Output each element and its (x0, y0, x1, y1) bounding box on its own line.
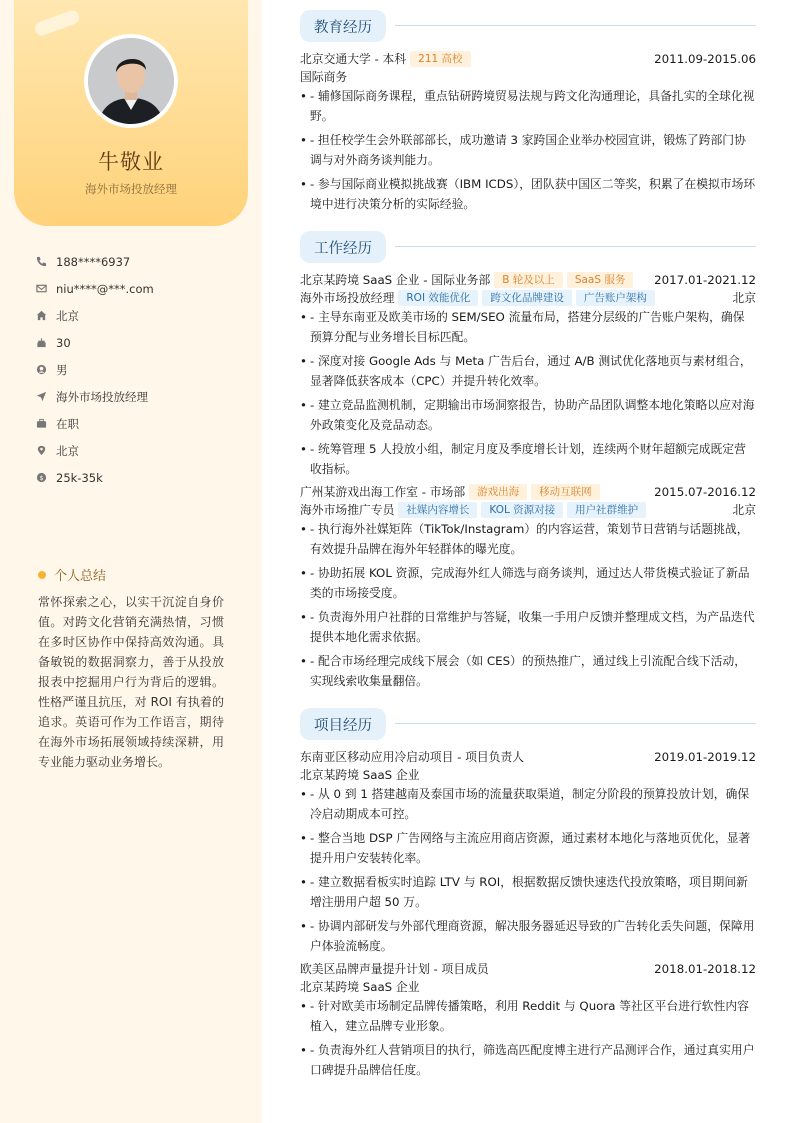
section-divider (395, 25, 756, 26)
candidate-title: 海外市场投放经理 (85, 182, 177, 196)
project-org: 北京某跨境 SaaS 企业 (300, 768, 420, 782)
education-bullet: • - 担任校学生会外联部部长，成功邀请 3 家跨国企业举办校园宣讲，锻炼了跨部门协调与对外商务谈判能力。 (300, 133, 746, 167)
education-major: 国际商务 (300, 70, 348, 84)
info-value: niu****@***.com (56, 281, 154, 296)
bullet-dot (38, 571, 46, 579)
avatar-portrait (88, 38, 174, 124)
project-bullet: • - 从 0 到 1 搭建越南及泰国市场的流量获取渠道，制定分阶段的预算投放计划，确保冷启动期成本可控。 (300, 787, 750, 821)
skill-tag: KOL 资源对接 (481, 502, 563, 518)
cake-icon (36, 336, 56, 350)
section-heading: 项目经历 (300, 708, 386, 740)
summary-heading-text: 个人总结 (54, 569, 107, 584)
section-heading: 工作经历 (300, 231, 386, 263)
info-target-job (36, 383, 246, 410)
job-role: 海外市场推广专员 (300, 503, 395, 517)
info-salary (36, 464, 246, 491)
company-tag: B 轮及以上 (494, 272, 563, 288)
project-org: 北京某跨境 SaaS 企业 (300, 980, 420, 994)
job-bullet: • - 主导东南亚及欧美市场的 SEM/SEO 流量布局，搭建分层级的广告账户架构，确保预算分配与业务增长目标匹配。 (300, 310, 745, 344)
job-role: 海外市场投放经理 (300, 291, 395, 305)
project-bullet: • - 针对欧美市场制定品牌传播策略，利用 Reddit 与 Quora 等社区平台进行软性内容植入，建立品牌专业形象。 (300, 999, 749, 1033)
info-value: 北京 (56, 443, 79, 458)
job-bullet: • - 统筹管理 5 人投放小组，制定月度及季度增长计划，连续两个财年超额完成既定营收指标。 (300, 442, 746, 476)
company-name: 北京某跨境 SaaS 企业 - 国际业务部 (300, 273, 491, 287)
briefcase-icon (36, 417, 56, 431)
job-role-row (300, 289, 756, 307)
job-bullet: • - 建立竞品监测机制，定期输出市场洞察报告，协助产品团队调整本地化策略以应对海外政策变化及竞品动态。 (300, 398, 755, 432)
job-header (300, 483, 756, 501)
phone-icon (36, 255, 56, 269)
job-city: 北京 (732, 503, 756, 517)
skill-tag: ROI 效能优化 (398, 290, 478, 306)
project-name: 欧美区品牌声量提升计划 - 项目成员 (300, 962, 489, 976)
summary-heading (38, 565, 106, 584)
project-header (300, 748, 756, 766)
project-bullet: • - 建立数据看板实时追踪 LTV 与 ROI，根据数据反馈快速迭代投放策略，项目期间新增注册用户超 50 万。 (300, 875, 748, 909)
info-value: 在职 (56, 416, 79, 431)
section-education (300, 10, 756, 42)
info-value: 男 (56, 362, 68, 377)
mail-icon (36, 282, 56, 296)
project-bullet: • - 整合当地 DSP 广告网络与主流应用商店资源，通过素材本地化与落地页优化，显著提升用户安装转化率。 (300, 831, 751, 865)
company-tag: SaaS 服务 (567, 272, 634, 288)
project-header (300, 960, 756, 978)
job-bullet: • - 深度对接 Google Ads 与 Meta 广告后台，通过 A/B 测试优化落地页与素材组合，显著降低获客成本（CPC）并提升转化效率。 (300, 354, 752, 388)
project-name: 东南亚区移动应用冷启动项目 - 项目负责人 (300, 750, 525, 764)
info-value: 25k-35k (56, 470, 103, 485)
project-date: 2018.01-2018.12 (654, 962, 756, 976)
info-status (36, 410, 246, 437)
job-role-row (300, 501, 756, 519)
sidebar (0, 0, 262, 1123)
decorative-pill (33, 9, 81, 38)
skill-tag: 社媒内容增长 (398, 502, 477, 518)
section-divider (395, 246, 756, 247)
avatar-frame (84, 34, 178, 128)
info-gender (36, 356, 246, 383)
project-bullet: • - 协调内部研发与外部代理商资源，解决服务器延迟导致的广告转化丢失问题，保障用户体验流畅度。 (300, 919, 755, 953)
school-tag: 211 高校 (410, 51, 470, 67)
school-name: 北京交通大学 - 本科 (300, 52, 407, 66)
company-tag: 游戏出海 (469, 484, 527, 500)
info-city (36, 437, 246, 464)
summary-text: 常怀探索之心，以实干沉淀自身价值。对跨文化营销充满热情，习惯在多时区协作中保持高效沟通。具备敏锐的数据洞察力，善于从投放报表中挖掘用户行为背后的逻辑。性格严谨且抗压，对 ROI 有执着的追求。英语可作为工作语言，期待在海外市场拓展领域持续深耕，用专业能力驱动业务增长。 (38, 595, 224, 769)
info-value: 188****6937 (56, 254, 131, 269)
job-bullet: • - 协助拓展 KOL 资源，完成海外红人筛选与商务谈判，通过达人带货模式验证了新品类的市场接受度。 (300, 566, 750, 600)
job-date: 2017.01-2021.12 (654, 273, 756, 287)
location-icon (36, 444, 56, 458)
info-value: 海外市场投放经理 (56, 389, 148, 404)
gender-icon (36, 363, 56, 377)
job-header (300, 271, 756, 289)
project-bullet: • - 负责海外红人营销项目的执行，筛选高匹配度博主进行产品测评合作，通过真实用户口碑提升品牌信任度。 (300, 1043, 755, 1077)
skill-tag: 用户社群维护 (567, 502, 646, 518)
send-icon (36, 390, 56, 404)
info-value: 30 (56, 335, 71, 350)
job-bullet: • - 执行海外社媒矩阵（TikTok/Instagram）的内容运营，策划节日营销与话题挑战，有效提升品牌在海外年轻群体的曝光度。 (300, 522, 749, 556)
education-date: 2011.09-2015.06 (654, 52, 756, 66)
education-header (300, 50, 756, 68)
avatar (88, 38, 174, 124)
project-date: 2019.01-2019.12 (654, 750, 756, 764)
education-bullet: • - 参与国际商业模拟挑战赛（IBM ICDS），团队获中国区二等奖，积累了在模拟市场环境中进行决策分析的实际经验。 (300, 177, 756, 211)
info-phone (36, 248, 246, 275)
svg-text:$: $ (39, 473, 44, 482)
skill-tag: 跨文化品牌建设 (482, 290, 572, 306)
profile-header (14, 0, 248, 226)
info-value: 北京 (56, 308, 79, 323)
info-age (36, 329, 246, 356)
company-tag: 移动互联网 (531, 484, 600, 500)
skill-tag: 广告账户架构 (576, 290, 655, 306)
section-work (300, 231, 756, 263)
job-bullet: • - 配合市场经理完成线下展会（如 CES）的预热推广，通过线上引流配合线下活动，实现线索收集量翻倍。 (300, 654, 747, 688)
job-date: 2015.07-2016.12 (654, 485, 756, 499)
education-bullet: • - 辅修国际商务课程，重点钻研跨境贸易法规与跨文化沟通理论，具备扎实的全球化视野。 (300, 89, 755, 123)
info-email (36, 275, 246, 302)
section-projects (300, 708, 756, 740)
home-icon (36, 309, 56, 323)
job-bullet: • - 负责海外用户社群的日常维护与答疑，收集一手用户反馈并整理成文档，为产品迭代提供本地化需求依据。 (300, 610, 755, 644)
section-divider (395, 723, 756, 724)
candidate-name: 牛敬业 (98, 150, 164, 174)
contact-info (36, 248, 246, 491)
info-home (36, 302, 246, 329)
section-heading: 教育经历 (300, 10, 386, 42)
money-icon (36, 471, 56, 485)
job-city: 北京 (732, 291, 756, 305)
company-name: 广州某游戏出海工作室 - 市场部 (300, 485, 466, 499)
